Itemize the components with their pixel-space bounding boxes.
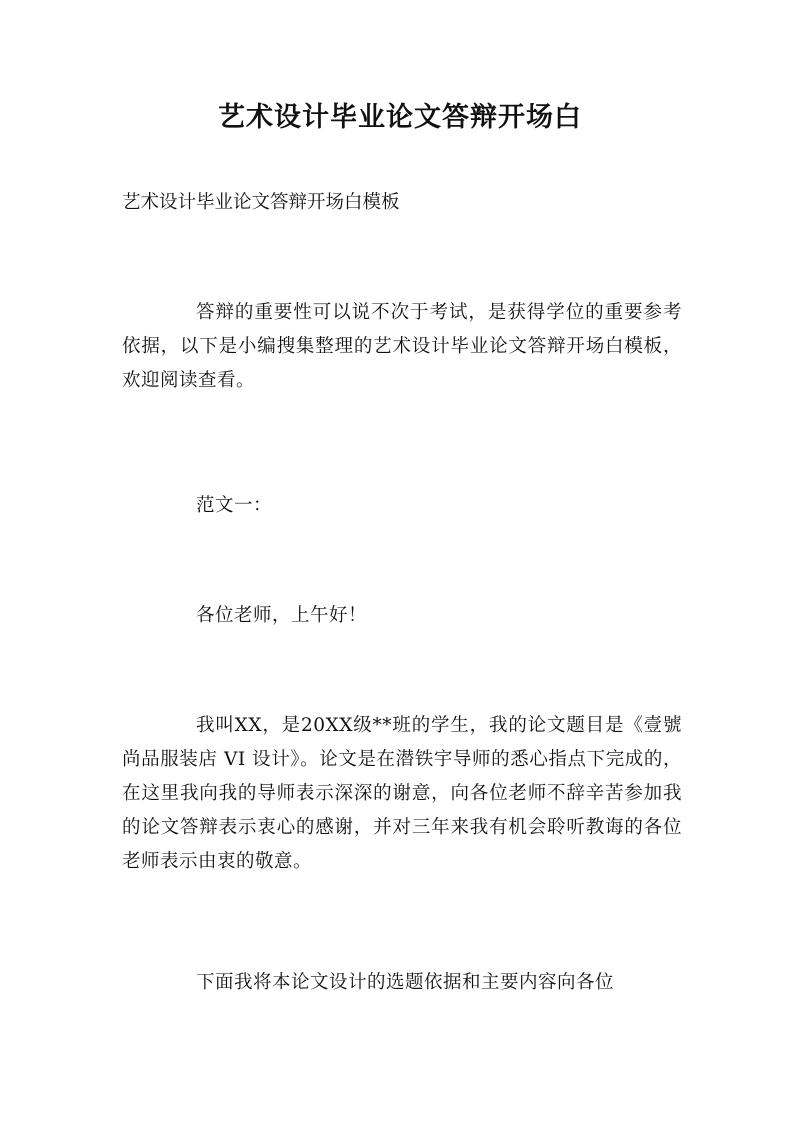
paragraph-self-introduction: 我叫XX，是20XX级**班的学生，我的论文题目是《壹號尚品服装店 VI 设计》。论文是在潜铁宇导师的悉心指点下完成的，在这里我向我的导师表示深深的谢意，向各位老师不辞辛苦参加我的论文答辩表示衷心的感谢，并对三年来我有机会聆听教诲的各位老师表示由衷的敬意。 [122,715,682,872]
document-title: 艺术设计毕业论文答辩开场白 [218,102,582,133]
paragraph-continuation: 下面我将本论文设计的选题依据和主要内容向各位 [196,972,615,993]
paragraph-sample-heading: 范文一： [196,495,273,516]
paragraph-intro: 答辩的重要性可以说不次于考试，是获得学位的重要参考依据，以下是小编搜集整理的艺术设计毕业论文答辩开场白模板，欢迎阅读查看。 [122,302,682,391]
document-subtitle: 艺术设计毕业论文答辩开场白模板 [122,192,400,213]
paragraph-greeting: 各位老师，上午好！ [196,605,368,626]
